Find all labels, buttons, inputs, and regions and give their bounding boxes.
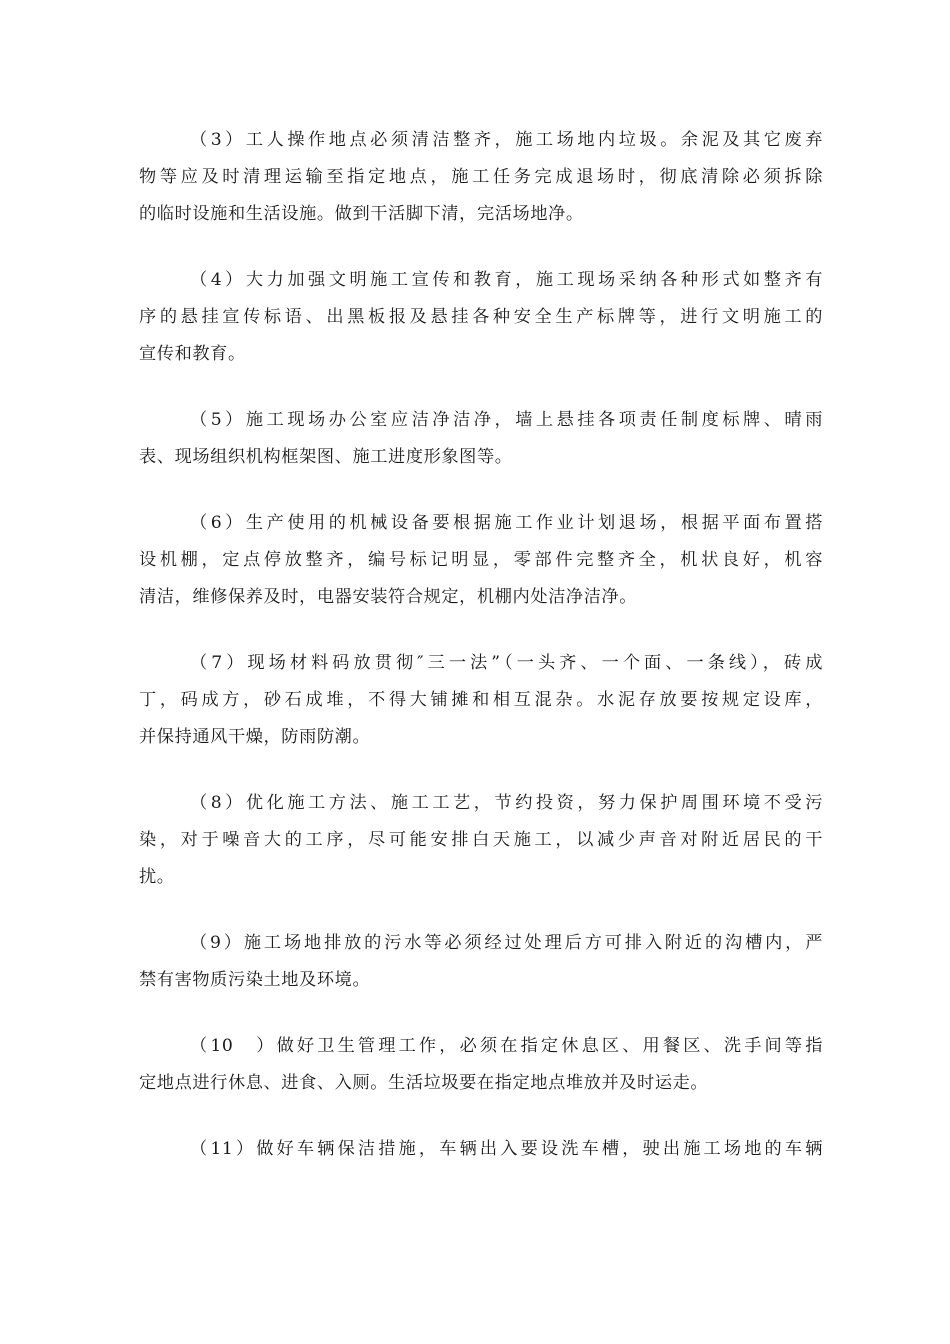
paragraph-4 [139, 262, 823, 373]
paragraph-10 [139, 1028, 823, 1102]
paragraph-8 [139, 785, 823, 896]
document-body [139, 122, 823, 1168]
paragraph-line: （5）施工现场办公室应洁净洁净，墙上悬挂各项责任制度标牌、晴雨 [190, 410, 823, 430]
paragraph-line: （8）优化施工方法、施工工艺，节约投资，努力保护周围环境不受污 [190, 793, 823, 813]
paragraph-line: （4）大力加强文明施工宣传和教育，施工现场采纳各种形式如整齐有 [190, 270, 823, 290]
paragraph-5 [139, 402, 823, 476]
paragraph-line: 序的悬挂宣传标语、出黑板报及悬挂各种安全生产标牌等，进行文明施工的 [139, 307, 823, 327]
paragraph-line: 扰。 [139, 867, 175, 887]
paragraph-7 [139, 645, 823, 756]
paragraph-line: 染，对于噪音大的工序，尽可能安排白天施工，以减少声音对附近居民的干 [139, 830, 823, 850]
paragraph-line: 物等应及时清理运输至指定地点，施工任务完成退场时，彻底清除必须拆除 [139, 167, 823, 187]
paragraph-line: （6）生产使用的机械设备要根据施工作业计划退场，根据平面布置搭 [190, 513, 823, 533]
paragraph-11 [139, 1131, 823, 1168]
paragraph-line: （11）做好车辆保洁措施，车辆出入要设洗车槽，驶出施工场地的车辆 [190, 1139, 823, 1159]
paragraph-line: 的临时设施和生活设施。做到干活脚下清，完活场地净。 [139, 204, 584, 224]
paragraph-line: 清洁，维修保养及时，电器安装符合规定，机棚内处洁净洁净。 [139, 587, 638, 607]
paragraph-3 [139, 122, 823, 233]
paragraph-line: 丁，码成方，砂石成堆，不得大铺摊和相互混杂。水泥存放要按规定设库， [139, 690, 823, 710]
paragraph-9 [139, 925, 823, 999]
paragraph-line: 禁有害物质污染土地及环境。 [139, 970, 371, 990]
paragraph-line: 定地点进行休息、进食、入厕。生活垃圾要在指定地点堆放并及时运走。 [139, 1073, 709, 1093]
paragraph-line: （3）工人操作地点必须清洁整齐，施工场地内垃圾。余泥及其它废弃 [190, 130, 823, 150]
paragraph-line: 设机棚，定点停放整齐，编号标记明显，零部件完整齐全，机状良好，机容 [139, 550, 823, 570]
paragraph-line: （10 ）做好卫生管理工作，必须在指定休息区、用餐区、洗手间等指 [190, 1036, 823, 1056]
paragraph-line: （7）现场材料码放贯彻″三一法”（一头齐、一个面、一条线），砖成 [190, 653, 823, 673]
paragraph-line: 宣传和教育。 [139, 344, 246, 364]
paragraph-line: 并保持通风干燥，防雨防潮。 [139, 727, 371, 747]
paragraph-line: （9）施工场地排放的污水等必须经过处理后方可排入附近的沟槽内，严 [190, 933, 823, 953]
paragraph-line: 表、现场组织机构框架图、施工进度形象图等。 [139, 447, 513, 467]
paragraph-6 [139, 505, 823, 616]
